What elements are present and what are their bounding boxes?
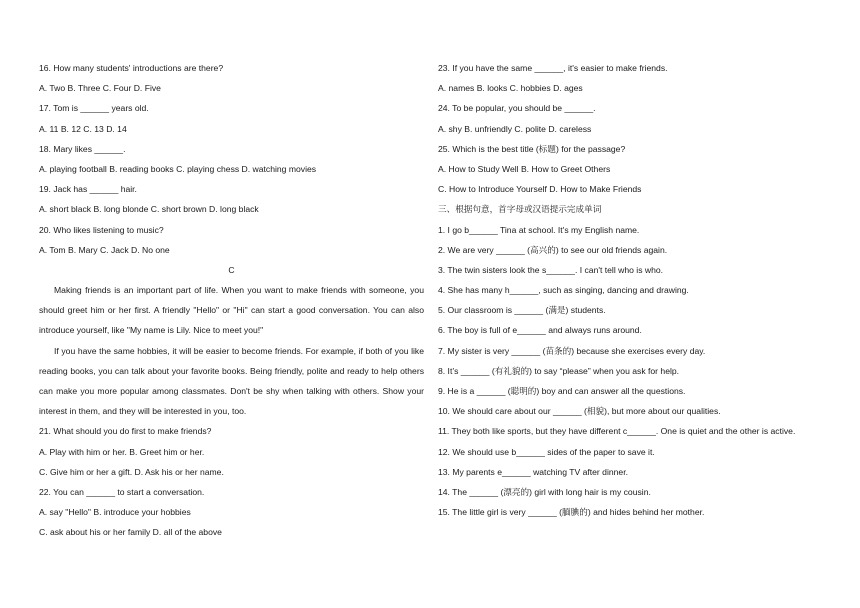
- options-25-cd: C. How to Introduce Yourself D. How to Make Friends: [438, 184, 642, 195]
- fill-item-2: 2. We are very ______ (高兴的) to see our old friends again.: [438, 244, 668, 255]
- fill-item-14: 14. The ______ (漂亮的) girl with long hair is my cousin.: [438, 486, 651, 497]
- options-21-ab: A. Play with him or her. B. Greet him or her.: [39, 446, 205, 457]
- passage-paragraph-1: Making friends is an important part of life. When you want to make friends with someone, you should greet him or her first. A friendly "Hello" or "Hi" can start a good conversation. You can also introduce yourself, like "My name is Lily. Nice to meet you!": [39, 285, 424, 336]
- options-22-cd: C. ask about his or her family D. all of the above: [39, 527, 222, 538]
- fill-item-9: 9. He is a ______ (聪明的) boy and can answer all the questions.: [438, 386, 686, 396]
- options-17: A. 11 B. 12 C. 13 D. 14: [39, 123, 127, 134]
- section-c-heading: C: [228, 264, 235, 275]
- fill-item-3: 3. The twin sisters look the s______. I can't tell who is who.: [438, 264, 664, 275]
- left-column: [39, 58, 424, 543]
- passage-paragraph-2: If you have the same hobbies, it will be easier to become friends. For example, if both of you like reading books, you can talk about your favorite books. Being friendly, polite and ready to help others can make you more popular among classmates. Don't be shy when talking with others. Show your interest in them, and they will be interested in you, too.: [39, 345, 424, 417]
- options-20: A. Tom B. Mary C. Jack D. No one: [39, 244, 170, 255]
- options-16: A. Two B. Three C. Four D. Five: [39, 83, 161, 94]
- fill-item-5: 5. Our classroom is ______ (满是) students.: [438, 305, 606, 316]
- fill-item-1: 1. I go b______ Tina at school. It's my English name.: [438, 224, 640, 235]
- fill-item-10: 10. We should care about our ______ (相貌), but more about our qualities.: [438, 406, 721, 417]
- fill-item-11: 11. They both like sports, but they have different c______. One is quiet and the other is active.: [438, 426, 796, 437]
- options-25-ab: A. How to Study Well B. How to Greet Others: [438, 163, 611, 174]
- fill-item-6: 6. The boy is full of e______ and always runs around.: [438, 325, 642, 336]
- question-16: 16. How many students' introductions are there?: [39, 63, 224, 73]
- question-21: 21. What should you do first to make friends?: [39, 426, 212, 437]
- question-18: 18. Mary likes ______.: [39, 143, 126, 154]
- question-22: 22. You can ______ to start a conversation.: [39, 487, 205, 498]
- fill-item-15: 15. The little girl is very ______ (腼腆的) and hides behind her mother.: [438, 507, 705, 518]
- fill-item-8: 8. It’s ______ (有礼貌的) to say “please” when you ask for help.: [438, 365, 680, 376]
- question-24: 24. To be popular, you should be ______.: [438, 103, 596, 114]
- fill-item-7: 7. My sister is very ______ (苗条的) because she exercises every day.: [438, 345, 706, 356]
- options-21-cd: C. Give him or her a gift. D. Ask his or her name.: [39, 466, 224, 477]
- fill-item-13: 13. My parents e______ watching TV after dinner.: [438, 466, 628, 477]
- question-20: 20. Who likes listening to music?: [39, 224, 164, 235]
- options-22-ab: A. say "Hello" B. introduce your hobbies: [39, 507, 191, 518]
- question-17: 17. Tom is ______ years old.: [39, 103, 149, 114]
- question-25: 25. Which is the best title (标题) for the passage?: [438, 143, 626, 154]
- question-19: 19. Jack has ______ hair.: [39, 184, 137, 195]
- right-column: [438, 58, 822, 522]
- section-3-heading: 三、根据句意，首字母或汉语提示完成单词: [438, 204, 602, 215]
- options-18: A. playing football B. reading books C. playing chess D. watching movies: [39, 163, 317, 174]
- options-24: A. shy B. unfriendly C. polite D. careless: [438, 123, 592, 134]
- fill-item-12: 12. We should use b______ sides of the paper to save it.: [438, 446, 655, 457]
- fill-item-4: 4. She has many h______, such as singing, dancing and drawing.: [438, 285, 689, 296]
- options-19: A. short black B. long blonde C. short brown D. long black: [39, 204, 259, 215]
- options-23: A. names B. looks C. hobbies D. ages: [438, 83, 583, 94]
- question-23: 23. If you have the same ______, it's easier to make friends.: [438, 63, 668, 73]
